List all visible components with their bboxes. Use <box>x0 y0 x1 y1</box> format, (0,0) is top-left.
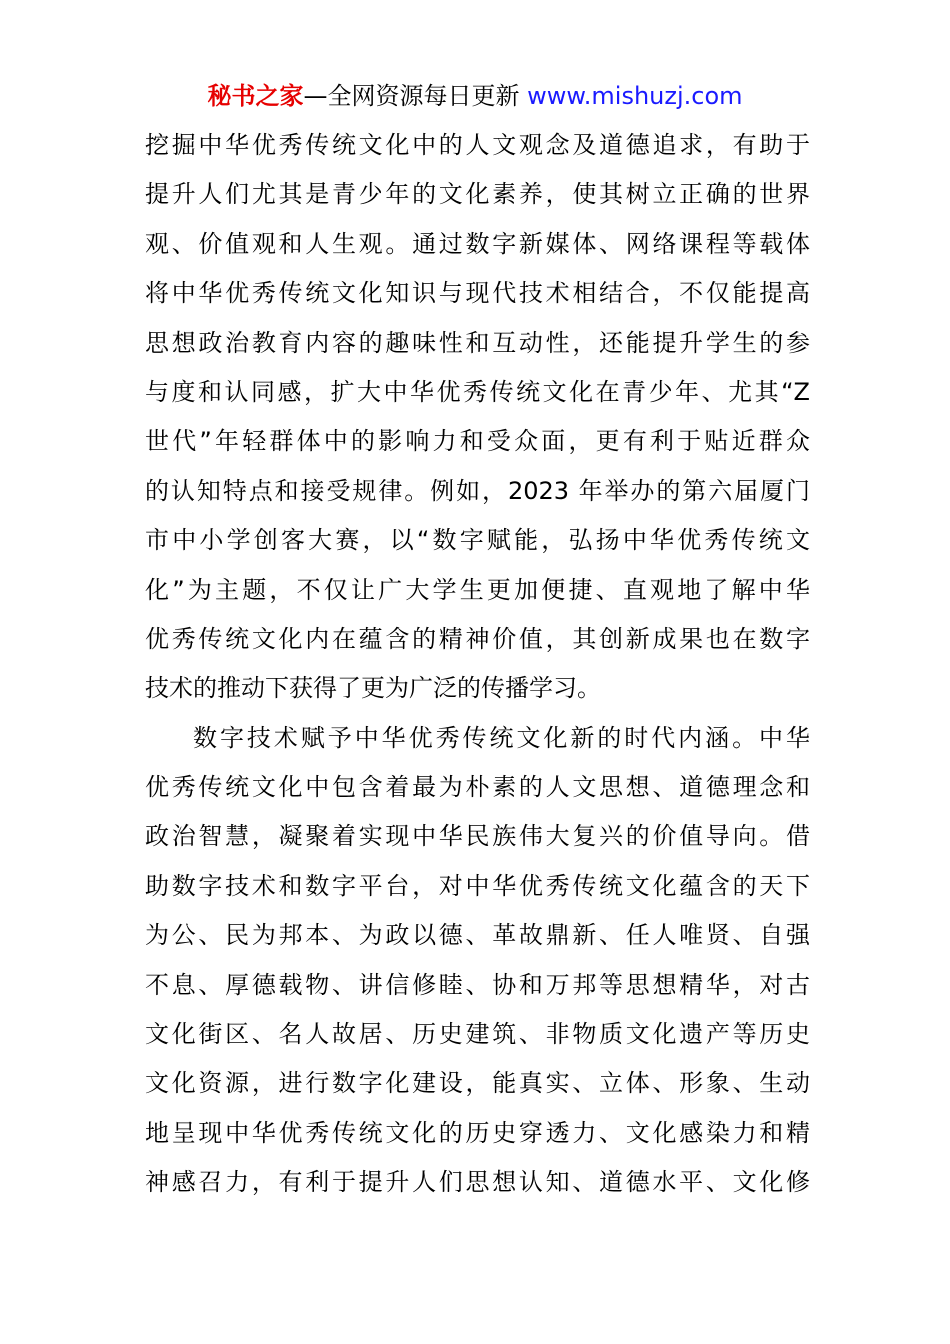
text-line: 为公、民为邦本、为政以德、革故鼎新、任人唯贤、自强 <box>145 921 810 950</box>
text-line: 文化街区、名人故居、历史建筑、非物质文化遗产等历史 <box>145 1020 810 1049</box>
text-line: 观、价值观和人生观。通过数字新媒体、网络课程等载体 <box>145 229 810 258</box>
text-line: 的认知特点和接受规律。例如，2023 年举办的第六届厦门 <box>145 476 810 505</box>
text-line: 化”为主题，不仅让广大学生更加便捷、直观地了解中华 <box>145 575 810 604</box>
text-line: 优秀传统文化内在蕴含的精神价值，其创新成果也在数字 <box>145 624 810 653</box>
paragraph <box>145 121 810 714</box>
text-line: 市中小学创客大赛，以“数字赋能，弘扬中华优秀传统文 <box>145 526 810 555</box>
text-line: 世代”年轻群体中的影响力和受众面，更有利于贴近群众 <box>145 427 810 456</box>
paragraph <box>145 714 810 1208</box>
text-line: 助数字技术和数字平台，对中华优秀传统文化蕴含的天下 <box>145 871 810 900</box>
header-tagline: —全网资源每日更新 <box>303 82 520 110</box>
text-line: 政治智慧，凝聚着实现中华民族伟大复兴的价值导向。借 <box>145 822 810 851</box>
text-line: 优秀传统文化中包含着最为朴素的人文思想、道德理念和 <box>145 773 810 802</box>
text-line: 文化资源，进行数字化建设，能真实、立体、形象、生动 <box>145 1069 810 1098</box>
document-body <box>145 121 810 1208</box>
text-line: 不息、厚德载物、讲信修睦、协和万邦等思想精华，对古 <box>145 970 810 999</box>
text-line: 数字技术赋予中华优秀传统文化新的时代内涵。中华 <box>193 723 810 752</box>
text-line: 技术的推动下获得了更为广泛的传播学习。 <box>145 674 601 703</box>
text-line: 与度和认同感，扩大中华优秀传统文化在青少年、尤其“Z <box>145 377 810 406</box>
site-url: www.mishuzj.com <box>527 82 743 110</box>
text-line: 提升人们尤其是青少年的文化素养，使其树立正确的世界 <box>145 180 810 209</box>
text-line: 将中华优秀传统文化知识与现代技术相结合，不仅能提高 <box>145 279 810 308</box>
text-line: 思想政治教育内容的趣味性和互动性，还能提升学生的参 <box>145 328 810 357</box>
brand-name: 秘书之家 <box>207 82 304 110</box>
page-header <box>0 78 950 114</box>
text-line: 神感召力，有利于提升人们思想认知、道德水平、文化修 <box>145 1168 810 1197</box>
text-line: 地呈现中华优秀传统文化的历史穿透力、文化感染力和精 <box>145 1118 810 1147</box>
text-line: 挖掘中华优秀传统文化中的人文观念及道德追求，有助于 <box>145 131 810 159</box>
